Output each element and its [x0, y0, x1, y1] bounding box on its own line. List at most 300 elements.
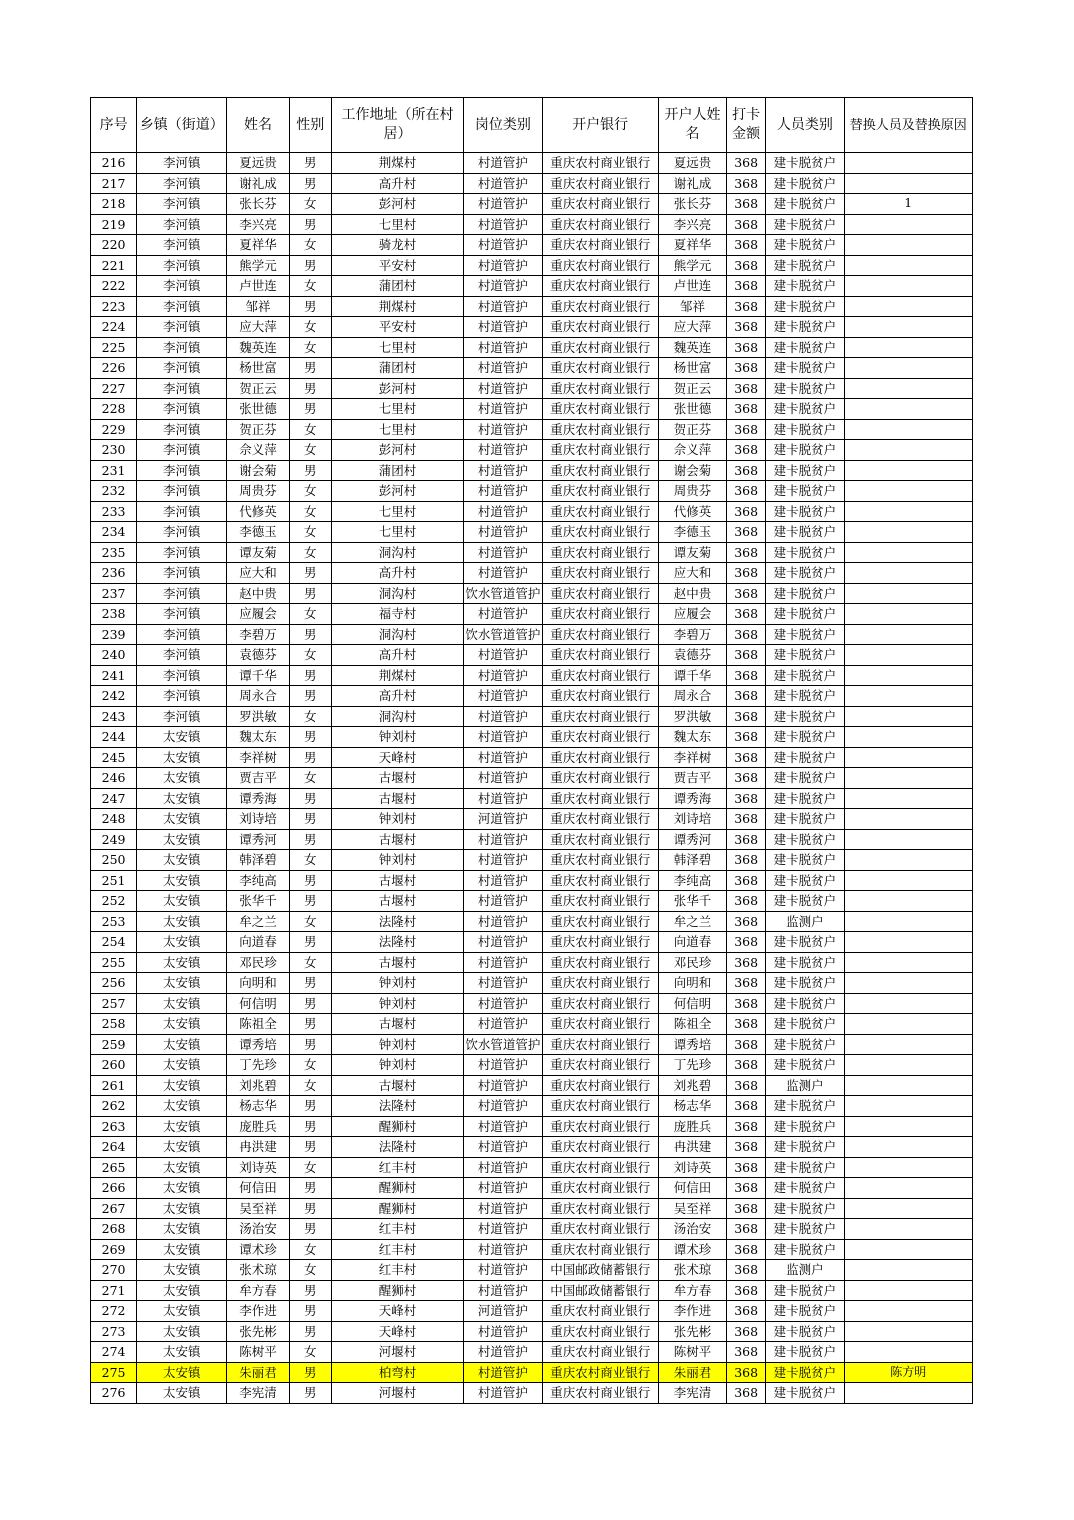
- table-row: [91, 296, 973, 317]
- cell-seq: 224: [91, 317, 137, 338]
- cell-account-holder: 牟之兰: [658, 911, 726, 932]
- cell-name: 谭千华: [227, 665, 289, 686]
- cell-replacement: [844, 419, 973, 440]
- cell-gender: 男: [289, 173, 331, 194]
- cell-name: 李作进: [227, 1301, 289, 1322]
- cell-replacement: [844, 399, 973, 420]
- cell-amount: 368: [727, 235, 766, 256]
- cell-replacement: [844, 788, 973, 809]
- cell-replacement: [844, 583, 973, 604]
- cell-town: 李河镇: [137, 542, 227, 563]
- cell-replacement: [844, 1383, 973, 1404]
- cell-person-type: 建卡脱贫户: [766, 1096, 844, 1117]
- cell-bank: 重庆农村商业银行: [542, 276, 658, 297]
- cell-person-type: 建卡脱贫户: [766, 706, 844, 727]
- cell-account-holder: 刘诗英: [658, 1157, 726, 1178]
- cell-person-type: 建卡脱贫户: [766, 1178, 844, 1199]
- cell-post-type: 村道管护: [464, 1178, 542, 1199]
- cell-seq: 250: [91, 850, 137, 871]
- cell-town: 太安镇: [137, 1280, 227, 1301]
- cell-replacement: [844, 1055, 973, 1076]
- roster-table: [90, 97, 973, 1404]
- cell-bank: 重庆农村商业银行: [542, 522, 658, 543]
- cell-gender: 男: [289, 1034, 331, 1055]
- cell-name: 谭秀海: [227, 788, 289, 809]
- cell-bank: 重庆农村商业银行: [542, 973, 658, 994]
- cell-person-type: 建卡脱贫户: [766, 850, 844, 871]
- cell-account-holder: 赵中贵: [658, 583, 726, 604]
- cell-name: 庞胜兵: [227, 1116, 289, 1137]
- cell-replacement: [844, 870, 973, 891]
- cell-bank: 重庆农村商业银行: [542, 481, 658, 502]
- cell-account-holder: 冉洪建: [658, 1137, 726, 1158]
- cell-town: 李河镇: [137, 522, 227, 543]
- cell-post-type: 村道管护: [464, 235, 542, 256]
- cell-amount: 368: [727, 460, 766, 481]
- cell-bank: 重庆农村商业银行: [542, 665, 658, 686]
- cell-bank: 重庆农村商业银行: [542, 993, 658, 1014]
- cell-replacement: [844, 911, 973, 932]
- table-row: [91, 583, 973, 604]
- cell-gender: 女: [289, 850, 331, 871]
- cell-address: 醒狮村: [331, 1198, 463, 1219]
- cell-post-type: 村道管护: [464, 1321, 542, 1342]
- cell-town: 李河镇: [137, 173, 227, 194]
- table-row: [91, 604, 973, 625]
- cell-person-type: 建卡脱贫户: [766, 727, 844, 748]
- cell-amount: 368: [727, 1219, 766, 1240]
- table-row: [91, 891, 973, 912]
- cell-seq: 265: [91, 1157, 137, 1178]
- cell-seq: 233: [91, 501, 137, 522]
- cell-town: 太安镇: [137, 1342, 227, 1363]
- cell-amount: 368: [727, 891, 766, 912]
- cell-replacement: [844, 1116, 973, 1137]
- cell-name: 牟方春: [227, 1280, 289, 1301]
- cell-replacement: [844, 686, 973, 707]
- cell-gender: 女: [289, 1260, 331, 1281]
- cell-account-holder: 吴至祥: [658, 1198, 726, 1219]
- cell-name: 何信田: [227, 1178, 289, 1199]
- cell-name: 汤治安: [227, 1219, 289, 1240]
- cell-bank: 重庆农村商业银行: [542, 706, 658, 727]
- cell-bank: 重庆农村商业银行: [542, 850, 658, 871]
- cell-post-type: 村道管护: [464, 1014, 542, 1035]
- cell-gender: 男: [289, 1116, 331, 1137]
- cell-post-type: 村道管护: [464, 1362, 542, 1383]
- cell-town: 太安镇: [137, 973, 227, 994]
- cell-account-holder: 谢礼成: [658, 173, 726, 194]
- cell-account-holder: 杨志华: [658, 1096, 726, 1117]
- cell-amount: 368: [727, 1260, 766, 1281]
- cell-replacement: [844, 317, 973, 338]
- cell-replacement: [844, 378, 973, 399]
- cell-amount: 368: [727, 1034, 766, 1055]
- cell-post-type: 村道管护: [464, 460, 542, 481]
- cell-amount: 368: [727, 522, 766, 543]
- cell-bank: 重庆农村商业银行: [542, 788, 658, 809]
- cell-post-type: 村道管护: [464, 317, 542, 338]
- cell-address: 醒狮村: [331, 1116, 463, 1137]
- cell-name: 李兴亮: [227, 214, 289, 235]
- cell-replacement: [844, 850, 973, 871]
- cell-person-type: 建卡脱贫户: [766, 583, 844, 604]
- table-row: [91, 952, 973, 973]
- cell-person-type: 建卡脱贫户: [766, 604, 844, 625]
- cell-town: 太安镇: [137, 727, 227, 748]
- cell-address: 天峰村: [331, 1321, 463, 1342]
- cell-address: 河堰村: [331, 1383, 463, 1404]
- cell-bank: 中国邮政储蓄银行: [542, 1280, 658, 1301]
- cell-address: 荆煤村: [331, 665, 463, 686]
- cell-gender: 男: [289, 1362, 331, 1383]
- cell-replacement: [844, 460, 973, 481]
- cell-account-holder: 贺正云: [658, 378, 726, 399]
- cell-replacement: [844, 542, 973, 563]
- cell-seq: 225: [91, 337, 137, 358]
- table-row: [91, 358, 973, 379]
- cell-town: 太安镇: [137, 911, 227, 932]
- cell-town: 太安镇: [137, 993, 227, 1014]
- cell-gender: 男: [289, 399, 331, 420]
- cell-gender: 男: [289, 1219, 331, 1240]
- table-row: [91, 194, 973, 215]
- cell-address: 平安村: [331, 255, 463, 276]
- cell-gender: 男: [289, 870, 331, 891]
- cell-account-holder: 刘兆碧: [658, 1075, 726, 1096]
- cell-town: 李河镇: [137, 501, 227, 522]
- cell-town: 太安镇: [137, 1137, 227, 1158]
- cell-gender: 女: [289, 276, 331, 297]
- table-row: [91, 850, 973, 871]
- table-row: [91, 809, 973, 830]
- cell-post-type: 村道管护: [464, 747, 542, 768]
- cell-bank: 重庆农村商业银行: [542, 932, 658, 953]
- cell-gender: 女: [289, 317, 331, 338]
- cell-seq: 274: [91, 1342, 137, 1363]
- table-row: [91, 1096, 973, 1117]
- cell-post-type: 村道管护: [464, 850, 542, 871]
- cell-bank: 重庆农村商业银行: [542, 891, 658, 912]
- cell-bank: 重庆农村商业银行: [542, 1178, 658, 1199]
- table-row: [91, 501, 973, 522]
- table-row: [91, 932, 973, 953]
- cell-replacement: [844, 993, 973, 1014]
- cell-replacement: [844, 1014, 973, 1035]
- table-row: [91, 378, 973, 399]
- cell-gender: 男: [289, 296, 331, 317]
- cell-replacement: [844, 645, 973, 666]
- header-address: 工作地址（所在村居）: [331, 98, 463, 153]
- cell-name: 张长芬: [227, 194, 289, 215]
- cell-replacement: [844, 1321, 973, 1342]
- cell-person-type: 建卡脱贫户: [766, 419, 844, 440]
- cell-address: 古堰村: [331, 1075, 463, 1096]
- cell-name: 丁先珍: [227, 1055, 289, 1076]
- cell-person-type: 建卡脱贫户: [766, 1362, 844, 1383]
- cell-gender: 女: [289, 194, 331, 215]
- cell-amount: 368: [727, 194, 766, 215]
- cell-person-type: 建卡脱贫户: [766, 1014, 844, 1035]
- cell-name: 向明和: [227, 973, 289, 994]
- cell-seq: 227: [91, 378, 137, 399]
- cell-replacement: [844, 1096, 973, 1117]
- cell-post-type: 村道管护: [464, 563, 542, 584]
- cell-seq: 238: [91, 604, 137, 625]
- cell-replacement: [844, 706, 973, 727]
- cell-town: 太安镇: [137, 1301, 227, 1322]
- cell-seq: 237: [91, 583, 137, 604]
- cell-replacement: [844, 747, 973, 768]
- cell-town: 李河镇: [137, 645, 227, 666]
- cell-address: 钟刘村: [331, 1055, 463, 1076]
- cell-town: 李河镇: [137, 235, 227, 256]
- cell-replacement: [844, 235, 973, 256]
- cell-person-type: 建卡脱贫户: [766, 1321, 844, 1342]
- cell-address: 蒲团村: [331, 460, 463, 481]
- cell-person-type: 建卡脱贫户: [766, 686, 844, 707]
- cell-name: 邓民珍: [227, 952, 289, 973]
- cell-address: 洞沟村: [331, 706, 463, 727]
- cell-amount: 368: [727, 829, 766, 850]
- cell-person-type: 建卡脱贫户: [766, 214, 844, 235]
- cell-gender: 女: [289, 1157, 331, 1178]
- cell-town: 李河镇: [137, 563, 227, 584]
- cell-town: 李河镇: [137, 358, 227, 379]
- cell-post-type: 村道管护: [464, 419, 542, 440]
- table-row: [91, 563, 973, 584]
- cell-town: 李河镇: [137, 378, 227, 399]
- cell-bank: 重庆农村商业银行: [542, 583, 658, 604]
- cell-town: 李河镇: [137, 481, 227, 502]
- cell-account-holder: 谭秀海: [658, 788, 726, 809]
- cell-gender: 女: [289, 911, 331, 932]
- cell-town: 太安镇: [137, 1362, 227, 1383]
- cell-account-holder: 邓民珍: [658, 952, 726, 973]
- cell-town: 李河镇: [137, 460, 227, 481]
- table-row: [91, 399, 973, 420]
- cell-account-holder: 夏远贵: [658, 153, 726, 174]
- cell-address: 七里村: [331, 501, 463, 522]
- cell-person-type: 建卡脱贫户: [766, 665, 844, 686]
- cell-replacement: [844, 214, 973, 235]
- cell-replacement: [844, 440, 973, 461]
- cell-gender: 男: [289, 1321, 331, 1342]
- cell-town: 太安镇: [137, 932, 227, 953]
- cell-seq: 239: [91, 624, 137, 645]
- cell-gender: 女: [289, 604, 331, 625]
- cell-replacement: [844, 1239, 973, 1260]
- table-row: [91, 255, 973, 276]
- cell-amount: 368: [727, 870, 766, 891]
- cell-account-holder: 李祥树: [658, 747, 726, 768]
- table-row: [91, 1157, 973, 1178]
- header-post-type: 岗位类别: [464, 98, 542, 153]
- cell-post-type: 村道管护: [464, 1198, 542, 1219]
- cell-town: 李河镇: [137, 604, 227, 625]
- cell-bank: 重庆农村商业银行: [542, 1239, 658, 1260]
- table-row: [91, 173, 973, 194]
- cell-account-holder: 魏太东: [658, 727, 726, 748]
- cell-name: 张先彬: [227, 1321, 289, 1342]
- cell-amount: 368: [727, 358, 766, 379]
- cell-town: 李河镇: [137, 296, 227, 317]
- cell-address: 彭河村: [331, 378, 463, 399]
- cell-town: 太安镇: [137, 1014, 227, 1035]
- cell-replacement: [844, 1178, 973, 1199]
- cell-account-holder: 李兴亮: [658, 214, 726, 235]
- cell-amount: 368: [727, 604, 766, 625]
- cell-gender: 男: [289, 727, 331, 748]
- cell-amount: 368: [727, 1280, 766, 1301]
- cell-seq: 216: [91, 153, 137, 174]
- cell-address: 古堰村: [331, 788, 463, 809]
- cell-seq: 251: [91, 870, 137, 891]
- cell-account-holder: 熊学元: [658, 255, 726, 276]
- cell-seq: 247: [91, 788, 137, 809]
- cell-person-type: 监测户: [766, 911, 844, 932]
- cell-name: 应履会: [227, 604, 289, 625]
- cell-name: 刘诗培: [227, 809, 289, 830]
- cell-bank: 重庆农村商业银行: [542, 952, 658, 973]
- cell-bank: 重庆农村商业银行: [542, 829, 658, 850]
- table-row: [91, 1137, 973, 1158]
- cell-town: 太安镇: [137, 870, 227, 891]
- cell-bank: 重庆农村商业银行: [542, 768, 658, 789]
- cell-name: 李纯高: [227, 870, 289, 891]
- cell-person-type: 建卡脱贫户: [766, 993, 844, 1014]
- cell-person-type: 建卡脱贫户: [766, 1116, 844, 1137]
- cell-gender: 男: [289, 214, 331, 235]
- cell-person-type: 建卡脱贫户: [766, 1239, 844, 1260]
- cell-post-type: 村道管护: [464, 214, 542, 235]
- cell-bank: 重庆农村商业银行: [542, 194, 658, 215]
- cell-name: 李祥树: [227, 747, 289, 768]
- cell-gender: 男: [289, 460, 331, 481]
- cell-bank: 重庆农村商业银行: [542, 296, 658, 317]
- cell-account-holder: 谭术珍: [658, 1239, 726, 1260]
- cell-name: 赵中贵: [227, 583, 289, 604]
- cell-post-type: 村道管护: [464, 276, 542, 297]
- cell-account-holder: 韩泽碧: [658, 850, 726, 871]
- cell-town: 太安镇: [137, 1260, 227, 1281]
- table-row: [91, 624, 973, 645]
- cell-amount: 368: [727, 665, 766, 686]
- cell-person-type: 建卡脱贫户: [766, 645, 844, 666]
- cell-replacement: [844, 522, 973, 543]
- table-row: [91, 911, 973, 932]
- cell-bank: 重庆农村商业银行: [542, 1157, 658, 1178]
- cell-bank: 重庆农村商业银行: [542, 317, 658, 338]
- cell-gender: 男: [289, 1198, 331, 1219]
- table-row: [91, 153, 973, 174]
- cell-town: 李河镇: [137, 706, 227, 727]
- cell-account-holder: 张术琼: [658, 1260, 726, 1281]
- cell-gender: 男: [289, 829, 331, 850]
- cell-post-type: 村道管护: [464, 891, 542, 912]
- cell-post-type: 村道管护: [464, 788, 542, 809]
- cell-town: 李河镇: [137, 153, 227, 174]
- cell-amount: 368: [727, 1116, 766, 1137]
- cell-name: 向道春: [227, 932, 289, 953]
- cell-bank: 重庆农村商业银行: [542, 1096, 658, 1117]
- header-person-type: 人员类别: [766, 98, 844, 153]
- cell-address: 七里村: [331, 419, 463, 440]
- cell-name: 朱丽君: [227, 1362, 289, 1383]
- cell-amount: 368: [727, 1321, 766, 1342]
- cell-account-holder: 庞胜兵: [658, 1116, 726, 1137]
- cell-gender: 男: [289, 378, 331, 399]
- cell-post-type: 村道管护: [464, 911, 542, 932]
- cell-account-holder: 陈祖全: [658, 1014, 726, 1035]
- cell-address: 七里村: [331, 399, 463, 420]
- table-row: [91, 1178, 973, 1199]
- cell-post-type: 村道管护: [464, 932, 542, 953]
- cell-address: 钟刘村: [331, 809, 463, 830]
- cell-bank: 重庆农村商业银行: [542, 911, 658, 932]
- cell-replacement: [844, 337, 973, 358]
- cell-account-holder: 佘义萍: [658, 440, 726, 461]
- cell-seq: 245: [91, 747, 137, 768]
- cell-person-type: 建卡脱贫户: [766, 522, 844, 543]
- cell-bank: 重庆农村商业银行: [542, 153, 658, 174]
- cell-post-type: 村道管护: [464, 153, 542, 174]
- cell-name: 熊学元: [227, 255, 289, 276]
- table-row: [91, 337, 973, 358]
- cell-replacement: [844, 1219, 973, 1240]
- cell-person-type: 建卡脱贫户: [766, 1301, 844, 1322]
- cell-replacement: [844, 296, 973, 317]
- cell-person-type: 建卡脱贫户: [766, 501, 844, 522]
- cell-address: 法隆村: [331, 932, 463, 953]
- table-row: [91, 788, 973, 809]
- cell-address: 骑龙村: [331, 235, 463, 256]
- cell-person-type: 建卡脱贫户: [766, 378, 844, 399]
- cell-post-type: 村道管护: [464, 358, 542, 379]
- cell-person-type: 建卡脱贫户: [766, 399, 844, 420]
- cell-amount: 368: [727, 850, 766, 871]
- cell-seq: 244: [91, 727, 137, 748]
- table-row: [91, 829, 973, 850]
- cell-seq: 246: [91, 768, 137, 789]
- cell-town: 太安镇: [137, 1034, 227, 1055]
- cell-person-type: 建卡脱贫户: [766, 768, 844, 789]
- cell-replacement: [844, 1157, 973, 1178]
- header-amount: 打卡金额: [727, 98, 766, 153]
- cell-address: 红丰村: [331, 1260, 463, 1281]
- cell-replacement: [844, 891, 973, 912]
- cell-amount: 368: [727, 255, 766, 276]
- cell-account-holder: 杨世富: [658, 358, 726, 379]
- cell-bank: 重庆农村商业银行: [542, 1075, 658, 1096]
- cell-gender: 男: [289, 1383, 331, 1404]
- cell-account-holder: 谢会菊: [658, 460, 726, 481]
- cell-town: 太安镇: [137, 1198, 227, 1219]
- cell-seq: 248: [91, 809, 137, 830]
- cell-post-type: 村道管护: [464, 1116, 542, 1137]
- cell-post-type: 河道管护: [464, 809, 542, 830]
- cell-address: 红丰村: [331, 1219, 463, 1240]
- cell-seq: 230: [91, 440, 137, 461]
- header-bank: 开户银行: [542, 98, 658, 153]
- cell-address: 钟刘村: [331, 973, 463, 994]
- cell-address: 古堰村: [331, 891, 463, 912]
- cell-replacement: [844, 768, 973, 789]
- cell-replacement: [844, 932, 973, 953]
- cell-bank: 重庆农村商业银行: [542, 563, 658, 584]
- table-row: [91, 1075, 973, 1096]
- cell-amount: 368: [727, 1301, 766, 1322]
